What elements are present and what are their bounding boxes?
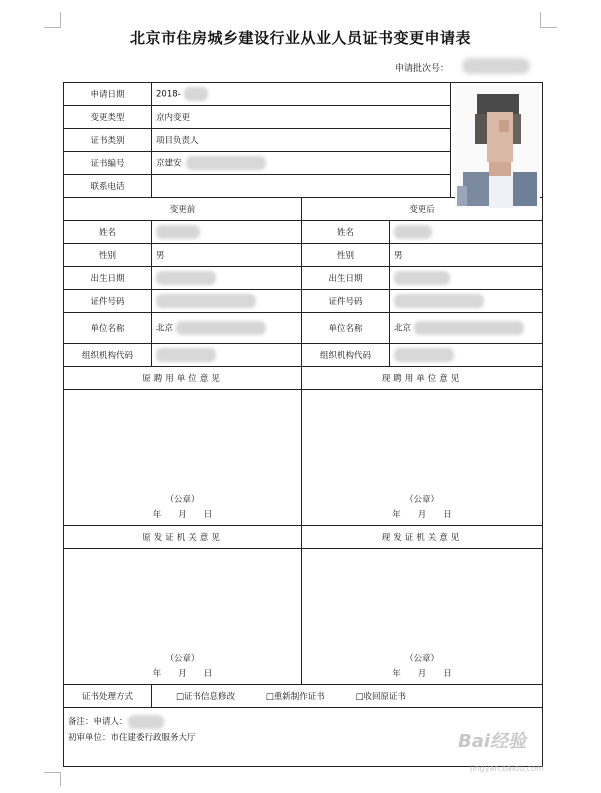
before-gender-value[interactable]: 男	[152, 244, 302, 267]
date-line: 年 月 日	[392, 669, 452, 679]
crop-mark-top-right-v	[540, 12, 541, 27]
after-id-value[interactable]	[390, 290, 543, 313]
before-header: 变更前	[64, 198, 302, 221]
redacted-applicant	[128, 715, 164, 729]
before-id-label: 证件号码	[64, 290, 152, 313]
redacted-after-name	[394, 225, 432, 239]
applicant-photo	[455, 86, 540, 208]
original-issuer-opinion[interactable]	[64, 549, 302, 685]
after-name-label: 姓名	[302, 221, 390, 244]
original-employer-opinion[interactable]	[64, 390, 302, 526]
redacted-date	[184, 87, 208, 101]
batch-number-label: 申请批次号：	[395, 64, 450, 74]
after-id-label: 证件号码	[302, 290, 390, 313]
cert-category-label: 证书类别	[64, 129, 152, 152]
before-name-value[interactable]	[152, 221, 302, 244]
phone-label: 联系电话	[64, 175, 152, 198]
crop-mark-bottom-left-h	[44, 772, 61, 773]
after-unit-cell[interactable]	[390, 313, 543, 344]
date-line: 年 月 日	[392, 510, 452, 520]
after-birth-label: 出生日期	[302, 267, 390, 290]
redacted-before-birth	[156, 271, 216, 285]
option-info-modify[interactable]: □证书信息修改	[176, 692, 236, 702]
option-recall-cert[interactable]: □收回原证书	[355, 692, 407, 702]
redacted-cert-number	[186, 156, 266, 170]
seal-label: （公章）	[404, 654, 439, 664]
redacted-after-birth	[394, 271, 450, 285]
seal-label: （公章）	[165, 654, 200, 664]
apply-date-label: 申请日期	[64, 83, 152, 106]
redacted-before-org-code	[156, 348, 216, 362]
original-issuer-header: 原发证机关意见	[64, 526, 302, 549]
cert-number-label: 证书编号	[64, 152, 152, 175]
cert-category-value[interactable]: 项目负责人	[152, 129, 451, 152]
processing-options	[152, 685, 543, 708]
before-org-code-label: 组织机构代码	[64, 344, 152, 367]
before-unit-value: 北京	[156, 323, 174, 334]
phone-value[interactable]	[152, 175, 451, 198]
apply-date-cell[interactable]	[152, 83, 451, 106]
redacted-before-unit	[176, 321, 266, 335]
option-remake-cert[interactable]: □重新制作证书	[265, 692, 325, 702]
watermark-url: jingyan.baidu.com	[470, 764, 544, 773]
original-employer-header: 原聘用单位意见	[64, 367, 302, 390]
processing-label: 证书处理方式	[64, 685, 152, 708]
redacted-after-unit	[414, 321, 524, 335]
redacted-before-name	[156, 225, 200, 239]
notes-first-review: 初审单位：市住建委行政服务大厅	[68, 733, 196, 743]
after-org-code-value[interactable]	[390, 344, 543, 367]
notes-applicant-label: 备注：申请人：	[68, 717, 128, 727]
current-issuer-header: 现发证机关意见	[302, 526, 543, 549]
after-org-code-label: 组织机构代码	[302, 344, 390, 367]
current-employer-opinion[interactable]	[302, 390, 543, 526]
before-org-code-value[interactable]	[152, 344, 302, 367]
after-header: 变更后	[302, 198, 543, 221]
date-line: 年 月 日	[152, 669, 213, 679]
redacted-after-org-code	[394, 348, 454, 362]
date-line: 年 月 日	[152, 510, 213, 520]
redacted-batch-number	[462, 58, 530, 74]
application-form-table	[63, 82, 543, 767]
photo-cell	[451, 83, 543, 198]
seal-label: （公章）	[165, 495, 200, 505]
before-unit-label: 单位名称	[64, 313, 152, 344]
seal-label: （公章）	[404, 495, 439, 505]
redacted-before-id	[156, 294, 256, 308]
apply-date-value: 2018-	[156, 89, 181, 100]
after-unit-label: 单位名称	[302, 313, 390, 344]
before-unit-cell[interactable]	[152, 313, 302, 344]
current-employer-header: 现聘用单位意见	[302, 367, 543, 390]
after-name-value[interactable]	[390, 221, 543, 244]
after-birth-value[interactable]	[390, 267, 543, 290]
crop-mark-top-left-v	[60, 12, 61, 27]
watermark-brand: Bai经验	[458, 731, 527, 752]
after-unit-value: 北京	[394, 323, 412, 334]
before-birth-label: 出生日期	[64, 267, 152, 290]
crop-mark-bottom-left-v	[60, 772, 61, 786]
before-id-value[interactable]	[152, 290, 302, 313]
change-type-label: 变更类型	[64, 106, 152, 129]
redacted-after-id	[394, 294, 484, 308]
cert-number-value: 京建安	[156, 158, 182, 169]
after-gender-value[interactable]: 男	[390, 244, 543, 267]
before-name-label: 姓名	[64, 221, 152, 244]
before-gender-label: 性别	[64, 244, 152, 267]
cert-number-cell[interactable]	[152, 152, 451, 175]
change-type-value[interactable]: 京内变更	[152, 106, 451, 129]
before-birth-value[interactable]	[152, 267, 302, 290]
after-gender-label: 性别	[302, 244, 390, 267]
current-issuer-opinion[interactable]	[302, 549, 543, 685]
document-title: 北京市住房城乡建设行业从业人员证书变更申请表	[129, 29, 471, 47]
